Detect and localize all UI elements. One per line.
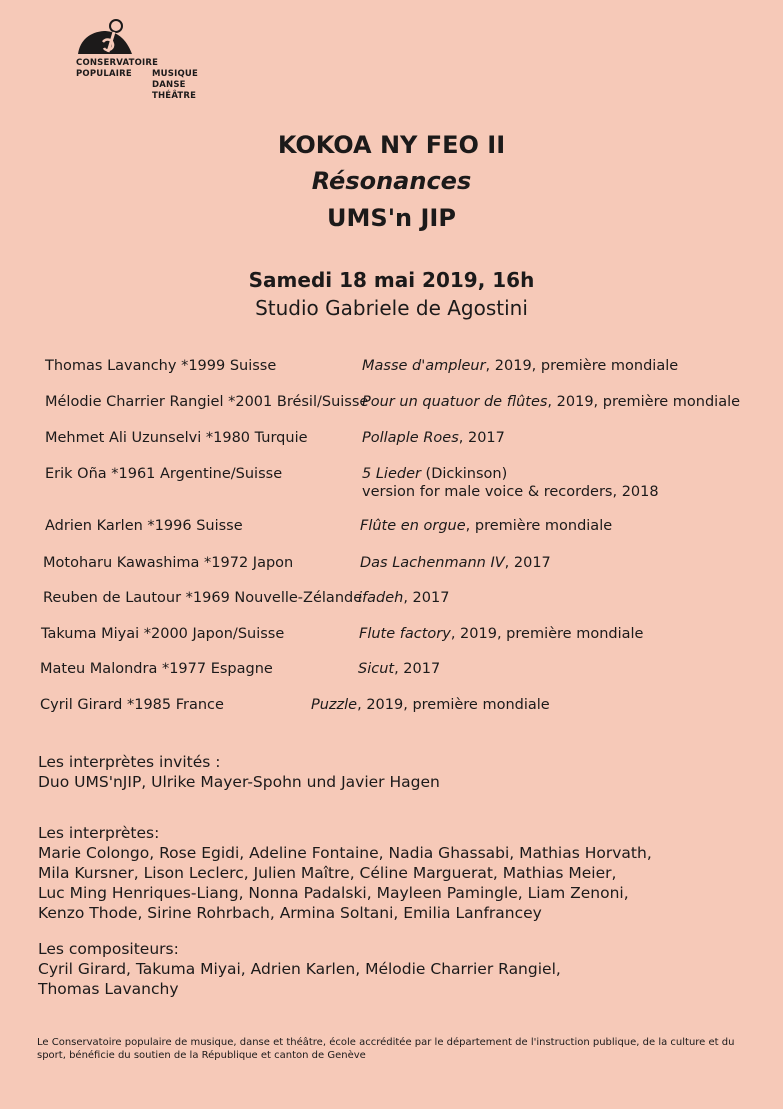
- program-composer: Adrien Karlen *1996 Suisse: [45, 518, 243, 534]
- program-composer: Mélodie Charrier Rangiel *2001 Brésil/Suisse: [45, 394, 369, 410]
- logo-line-musique: MUSIQUE: [152, 69, 198, 79]
- composers-line: Cyril Girard, Takuma Miyai, Adrien Karlen, Mélodie Charrier Rangiel,: [38, 960, 561, 978]
- program-composer: Cyril Girard *1985 France: [40, 697, 224, 713]
- program-composer: Erik Oña *1961 Argentine/Suisse: [45, 466, 283, 482]
- work-title: Puzzle: [311, 697, 358, 713]
- performers-line: Marie Colongo, Rose Egidi, Adeline Fontaine, Nadia Ghassabi, Mathias Horvath,: [38, 844, 652, 862]
- program-work: [360, 555, 551, 571]
- work-details: , première mondiale: [465, 518, 613, 534]
- performers-line: Luc Ming Henriques-Liang, Nonna Padalski, Mayleen Pamingle, Liam Zenoni,: [38, 884, 629, 902]
- performers-line: Kenzo Thode, Sirine Rohrbach, Armina Soltani, Emilia Lanfrancey: [38, 904, 542, 922]
- performers-section: [38, 823, 652, 923]
- composers-line: Thomas Lavanchy: [38, 980, 179, 998]
- work-details: , 2017: [394, 661, 441, 677]
- program-work: [358, 590, 449, 606]
- logo-line-theatre: THÉÂTRE: [152, 91, 197, 101]
- performers-line: Mila Kursner, Lison Leclerc, Julien Maître, Céline Marguerat, Mathias Meier,: [38, 864, 617, 882]
- concert-date: Samedi 18 mai 2019, 16h: [248, 268, 535, 292]
- work-details: (Dickinson): [420, 466, 508, 482]
- program-composer: Mateu Malondra *1977 Espagne: [40, 661, 273, 677]
- program-work: [362, 394, 740, 410]
- program-work: [311, 697, 550, 713]
- program-composer: Motoharu Kawashima *1972 Japon: [43, 555, 294, 571]
- program-composer: Reuben de Lautour *1969 Nouvelle-Zélande: [43, 590, 363, 606]
- music-note-logo-icon: [76, 18, 134, 56]
- work-title: 5 Lieder: [362, 466, 421, 482]
- work-details: , 2019, première mondiale: [485, 358, 679, 374]
- logo-line-populaire: POPULAIRE: [76, 69, 132, 79]
- program-work: [358, 661, 440, 677]
- work-title: ifadeh: [358, 590, 404, 606]
- ensemble-name: UMS'n JIP: [327, 204, 456, 232]
- program-work: [360, 518, 612, 534]
- work-title: Masse d'ampleur: [362, 358, 486, 374]
- work-title: Das Lachenmann IV: [360, 555, 505, 571]
- program-composer: Thomas Lavanchy *1999 Suisse: [45, 358, 277, 374]
- composers-section: [38, 939, 561, 999]
- work-details: , 2019, première mondiale: [357, 697, 550, 713]
- logo-line-danse: DANSE: [152, 80, 186, 90]
- concert-title: KOKOA NY FEO II: [277, 131, 506, 159]
- guests-heading: Les interprètes invités :: [38, 753, 221, 771]
- concert-subtitle: Résonances: [311, 167, 472, 195]
- conservatoire-logo: [76, 18, 198, 101]
- work-details: , 2019, première mondiale: [547, 394, 741, 410]
- composers-heading: Les compositeurs:: [38, 940, 179, 958]
- work-title: Flûte en orgue: [360, 518, 466, 534]
- work-details: , 2019, première mondiale: [450, 626, 644, 642]
- program-work: [359, 626, 643, 642]
- guests-names: Duo UMS'nJIP, Ulrike Mayer-Spohn und Javier Hagen: [38, 773, 440, 791]
- work-title: Flute factory: [359, 626, 451, 642]
- work-title: Pollaple Roes: [362, 430, 459, 446]
- concert-venue: Studio Gabriele de Agostini: [255, 296, 528, 320]
- guests-section: [38, 752, 440, 792]
- program-composer: Takuma Miyai *2000 Japon/Suisse: [41, 626, 285, 642]
- work-title: Pour un quatuor de flûtes: [362, 394, 548, 410]
- work-title: Sicut: [358, 661, 395, 677]
- program-work-extra: version for male voice & recorders, 2018: [362, 484, 659, 500]
- footer-note: Le Conservatoire populaire de musique, danse et théâtre, école accréditée par le département de l'instruction publique, de la culture et du sport, bénéficie du soutien de la République et canton de Genève: [37, 1037, 735, 1061]
- program-work: [362, 358, 678, 374]
- work-details: , 2017: [403, 590, 450, 606]
- performers-heading: Les interprètes:: [38, 824, 160, 842]
- work-details: , 2017: [458, 430, 505, 446]
- work-details: , 2017: [504, 555, 551, 571]
- program-composer: Mehmet Ali Uzunselvi *1980 Turquie: [45, 430, 308, 446]
- program-work: [362, 430, 505, 446]
- program-work: [362, 466, 507, 482]
- logo-line-conservatoire: CONSERVATOIRE: [76, 58, 159, 68]
